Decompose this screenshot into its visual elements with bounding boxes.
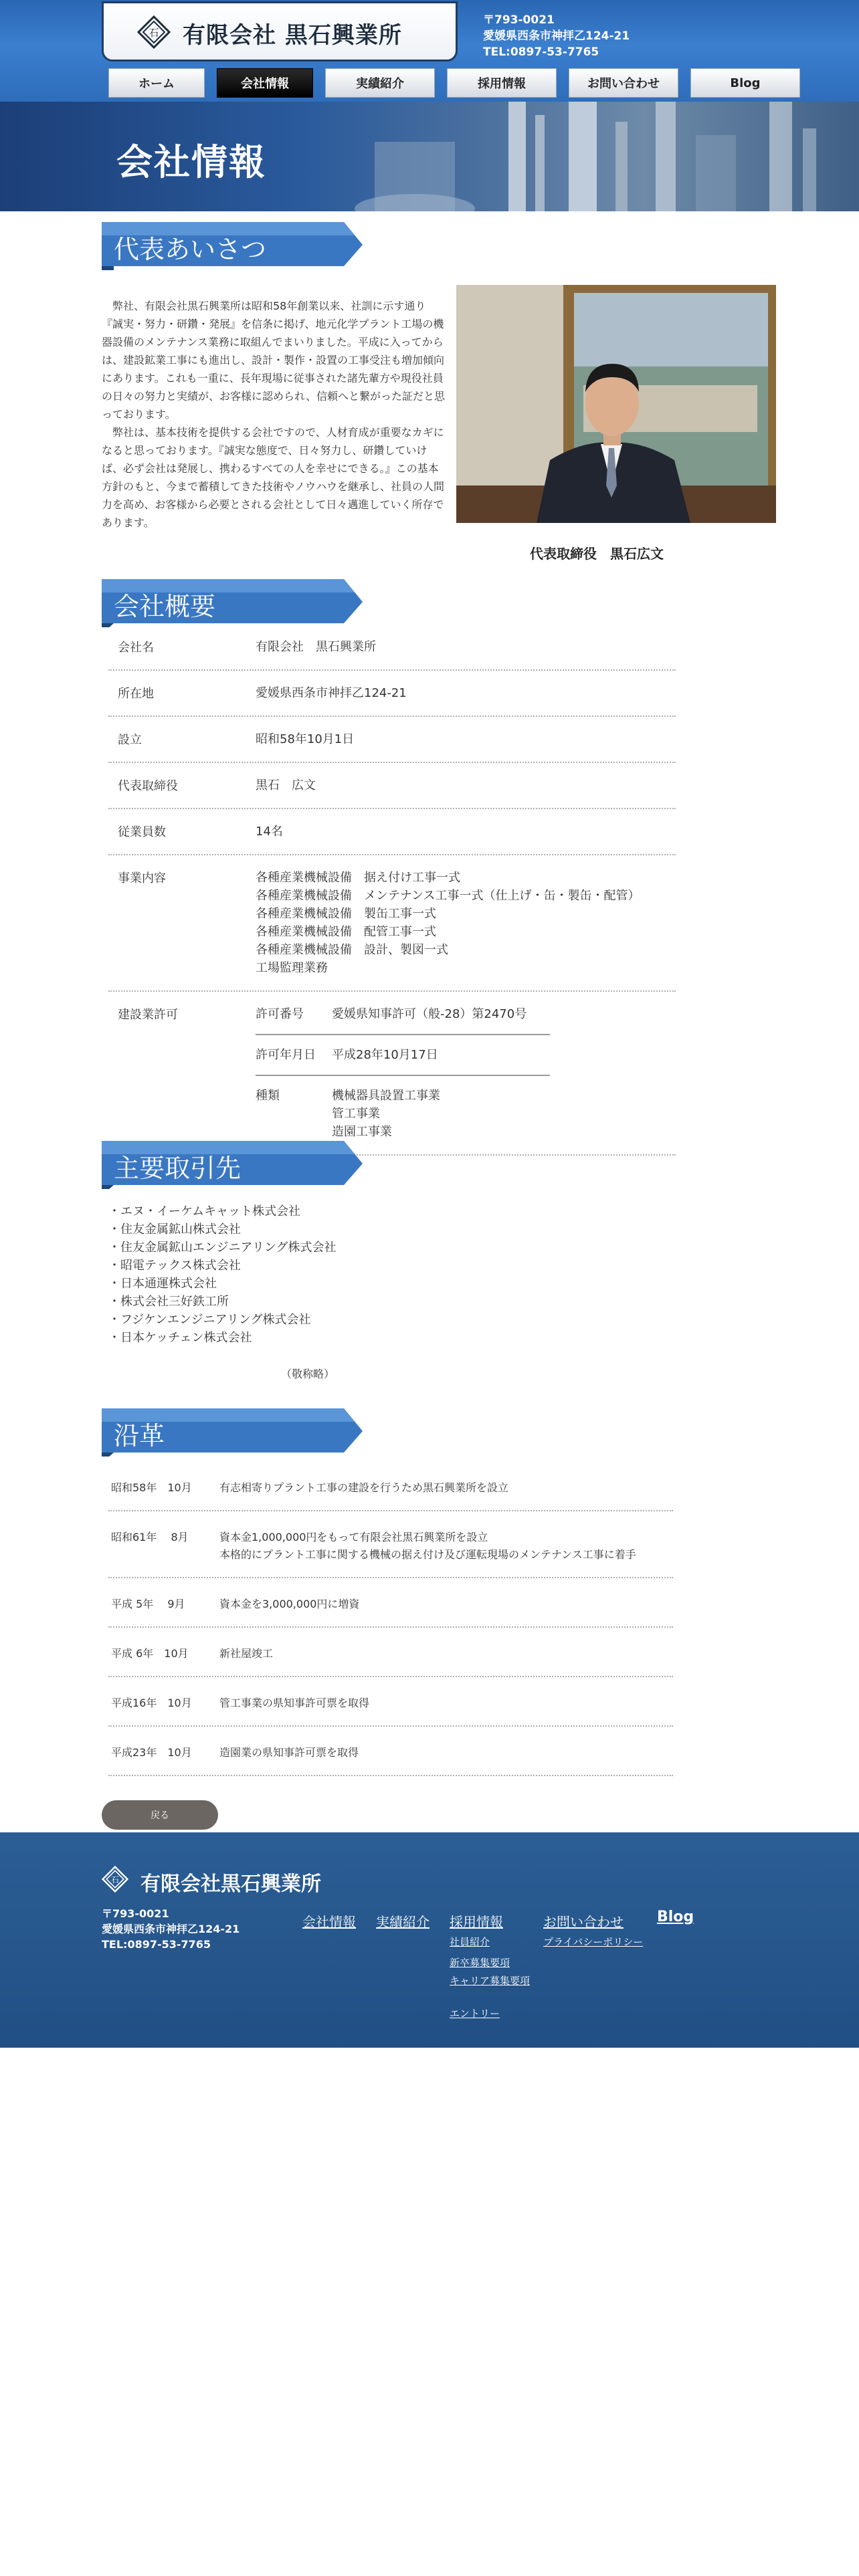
history-event bbox=[219, 1529, 636, 1564]
overview-heading: 会社概要 bbox=[114, 592, 216, 621]
history-event-line: 有志相寄りプラント工事の建設を行うため黒石興業所を設立 bbox=[219, 1481, 509, 1494]
footer-links-works bbox=[376, 1911, 430, 1935]
license-kind: 管工事業 bbox=[332, 1107, 380, 1121]
nav-company[interactable]: 会社情報 bbox=[217, 68, 313, 98]
footer-link-blog[interactable]: Blog bbox=[657, 1909, 694, 1925]
history-event-line: 新社屋竣工 bbox=[219, 1647, 274, 1660]
row-key: 代表取締役 bbox=[118, 779, 178, 793]
license-number-value: 愛媛県知事許可（般-28）第2470号 bbox=[332, 1007, 527, 1021]
footer-link-career[interactable]: キャリア募集要項 bbox=[450, 1975, 531, 1987]
row-value-license bbox=[256, 1005, 676, 1141]
row-value: 昭和58年10月1日 bbox=[256, 732, 355, 746]
greeting-paragraph: 弊社、有限会社黒石興業所は昭和58年創業以来、社訓に示す通り『誠実・努力・研鑽・発展』を信条に掲げ、地元化学プラント工場の機器設備のメンテナンス業務に取組んでまいりました。平成に入ってからは、建設鉱業工事にも進出し、設計・製作・設置の工事受注も増加傾向にあります。これも一重に、長年現場に従事された諸先輩方や現役社員の日々の努力と実績が、お客様に認められ、信頼へと繋がった証だと思っております。 bbox=[102, 300, 445, 421]
table-row bbox=[108, 763, 676, 809]
history-event bbox=[219, 1479, 508, 1497]
footer-link-contact[interactable]: お問い合わせ bbox=[543, 1914, 624, 1930]
row-value: 黒石 広文 bbox=[256, 778, 316, 792]
list-item: ・日本ケッチェン株式会社 bbox=[108, 1331, 252, 1345]
business-line: 各種産業機械設備 配管工事一式 bbox=[256, 925, 436, 939]
history-date: 平成23年 10月 bbox=[111, 1746, 192, 1759]
footer-tel[interactable]: TEL:0897-53-7765 bbox=[102, 1938, 211, 1951]
table-row bbox=[108, 625, 676, 671]
license-kind-row bbox=[256, 1087, 550, 1141]
header-contact bbox=[483, 12, 630, 60]
history-event bbox=[219, 1695, 369, 1712]
company-logo-icon bbox=[102, 1866, 128, 1893]
table-row bbox=[108, 717, 676, 763]
page-title: 会社情報 bbox=[116, 141, 266, 183]
back-button[interactable]: 戻る bbox=[102, 1800, 218, 1830]
business-line: 各種産業機械設備 製缶工事一式 bbox=[256, 907, 436, 921]
history-date: 平成16年 10月 bbox=[111, 1697, 192, 1709]
history-event bbox=[219, 1596, 359, 1613]
section-heading-history bbox=[102, 1408, 363, 1457]
header-company-name: 有限会社 黒石興業所 bbox=[183, 22, 402, 49]
row-key: 所在地 bbox=[118, 687, 154, 701]
greeting-text bbox=[102, 297, 447, 532]
history-date: 昭和58年 10月 bbox=[111, 1481, 192, 1494]
company-logo-icon bbox=[137, 15, 171, 49]
footer-link-works[interactable]: 実績紹介 bbox=[376, 1914, 430, 1930]
nav-recruit[interactable]: 採用情報 bbox=[447, 68, 557, 98]
license-kind-label: 種類 bbox=[256, 1089, 280, 1103]
history-row bbox=[108, 1462, 673, 1511]
list-item: ・株式会社三好鉄工所 bbox=[108, 1295, 229, 1309]
history-date: 平成 6年 10月 bbox=[111, 1647, 189, 1660]
license-date-row bbox=[256, 1046, 550, 1076]
footer-company-name[interactable]: 有限会社黒石興業所 bbox=[140, 1872, 321, 1896]
company-overview-table bbox=[108, 625, 676, 1156]
page-banner bbox=[0, 102, 859, 211]
business-line: 各種産業機械設備 据え付け工事一式 bbox=[256, 871, 460, 885]
footer-link-recruit[interactable]: 採用情報 bbox=[450, 1914, 503, 1930]
ceo-photo bbox=[456, 285, 776, 523]
footer-link-entry[interactable]: エントリー bbox=[450, 2008, 500, 2020]
header-logo[interactable] bbox=[102, 1, 458, 62]
list-item: ・日本通運株式会社 bbox=[108, 1277, 217, 1291]
business-line: 各種産業機械設備 設計、製図一式 bbox=[256, 943, 448, 957]
history-row bbox=[108, 1628, 673, 1677]
license-date-value: 平成28年10月17日 bbox=[332, 1048, 438, 1062]
clients-heading: 主要取引先 bbox=[114, 1154, 242, 1183]
history-event bbox=[219, 1744, 359, 1761]
row-value-business bbox=[256, 869, 676, 977]
history-table bbox=[108, 1462, 673, 1776]
business-line: 工場監理業務 bbox=[256, 961, 328, 975]
ceo-portrait-image bbox=[456, 285, 776, 523]
svg-text:石: 石 bbox=[149, 27, 159, 39]
license-date-label: 許可年月日 bbox=[256, 1048, 316, 1062]
history-event-line: 管工事業の県知事許可票を取得 bbox=[219, 1697, 370, 1709]
global-nav bbox=[108, 68, 800, 98]
list-item: ・昭電テックス株式会社 bbox=[108, 1259, 241, 1273]
history-row bbox=[108, 1677, 673, 1727]
nav-contact[interactable]: お問い合わせ bbox=[569, 68, 678, 98]
greeting-heading: 代表あいさつ bbox=[114, 235, 267, 264]
header-tel[interactable]: TEL:0897-53-7765 bbox=[483, 45, 599, 59]
license-kind-values bbox=[332, 1087, 440, 1141]
footer-link-staff[interactable]: 社員紹介 bbox=[450, 1936, 490, 1948]
footer-links-company bbox=[302, 1911, 356, 1935]
table-row-license bbox=[108, 992, 676, 1156]
license-kind: 造園工事業 bbox=[332, 1125, 392, 1139]
section-heading-clients bbox=[102, 1141, 363, 1189]
history-event-line: 本格的にプラント工事に関する機械の据え付け及び運転現場のメンテナンス工事に着手 bbox=[219, 1548, 636, 1561]
nav-blog[interactable]: Blog bbox=[690, 68, 800, 98]
site-footer bbox=[0, 1832, 859, 2048]
list-item: ・エヌ・イーケムキャット株式会社 bbox=[108, 1204, 301, 1218]
site-header bbox=[0, 0, 859, 102]
section-heading-greeting bbox=[102, 222, 363, 270]
license-number-row bbox=[256, 1005, 550, 1035]
row-key: 建設業許可 bbox=[118, 1008, 178, 1022]
svg-text:石: 石 bbox=[110, 1874, 120, 1885]
footer-links-contact bbox=[543, 1911, 643, 1953]
footer-address: 愛媛県西条市神拝乙124-21 bbox=[102, 1923, 240, 1935]
list-item: ・住友金属鉱山株式会社 bbox=[108, 1222, 241, 1237]
license-kind: 機械器具設置工事業 bbox=[332, 1089, 440, 1103]
history-date: 平成 5年 9月 bbox=[111, 1598, 185, 1610]
footer-links-blog bbox=[657, 1909, 694, 1929]
list-item: ・フジケンエンジニアリング株式会社 bbox=[108, 1313, 311, 1327]
section-heading-overview bbox=[102, 579, 363, 627]
footer-links-recruit bbox=[450, 1911, 530, 2024]
license-number-label: 許可番号 bbox=[256, 1007, 304, 1021]
table-row bbox=[108, 671, 676, 717]
history-date: 昭和61年 8月 bbox=[111, 1531, 189, 1543]
clients-list bbox=[108, 1202, 336, 1347]
row-key: 会社名 bbox=[118, 641, 154, 655]
footer-link-company[interactable]: 会社情報 bbox=[302, 1914, 356, 1930]
nav-works[interactable]: 実績紹介 bbox=[325, 68, 435, 98]
history-row bbox=[108, 1578, 673, 1628]
table-row-business bbox=[108, 855, 676, 992]
history-event-line: 造園業の県知事許可票を取得 bbox=[219, 1746, 359, 1759]
history-row bbox=[108, 1511, 673, 1578]
history-row bbox=[108, 1727, 673, 1776]
footer-postal: 〒793-0021 bbox=[102, 1907, 169, 1920]
history-event-line: 資本金を3,000,000円に増資 bbox=[219, 1598, 360, 1610]
footer-link-new-grad[interactable]: 新卒募集要項 bbox=[450, 1957, 510, 1969]
row-key: 設立 bbox=[118, 733, 142, 747]
row-value: 14名 bbox=[256, 825, 283, 839]
header-postal: 〒793-0021 bbox=[483, 13, 555, 27]
footer-contact bbox=[102, 1906, 240, 1952]
business-line: 各種産業機械設備 メンテナンス工事一式（仕上げ・缶・製缶・配管） bbox=[256, 889, 640, 903]
row-value: 愛媛県西条市神拝乙124-21 bbox=[256, 686, 407, 700]
ceo-signature: 代表取締役 黒石広文 bbox=[530, 546, 664, 562]
history-event bbox=[219, 1645, 273, 1662]
list-item: ・住友金属鉱山エンジニアリング株式会社 bbox=[108, 1241, 337, 1255]
row-key: 従業員数 bbox=[118, 825, 166, 839]
history-event-line: 資本金1,000,000円をもって有限会社黒石興業所を設立 bbox=[219, 1531, 488, 1543]
footer-link-privacy[interactable]: プライバシーポリシー bbox=[543, 1936, 644, 1948]
row-value: 有限会社 黒石興業所 bbox=[256, 640, 376, 654]
honorific-note: （敬称略） bbox=[281, 1368, 335, 1380]
table-row bbox=[108, 809, 676, 855]
nav-home[interactable]: ホーム bbox=[108, 68, 205, 98]
row-key: 事業内容 bbox=[118, 871, 166, 885]
header-address: 愛媛県西条市神拝乙124-21 bbox=[483, 29, 630, 43]
history-heading: 沿革 bbox=[114, 1421, 165, 1451]
greeting-paragraph: 弊社は、基本技術を提供する会社ですので、人材育成が重要なカギになると思っております。『誠実な態度で、日々努力し、研鑽していけば、必ず会社は発展し、携わるすべての人を幸せにできる。』この基本方針のもと、今まで蓄積してきた技術やノウハウを継承し、社員の人間力を高め、お客様から必要とされる会社として日々邁進していく所存であります。 bbox=[102, 426, 445, 529]
